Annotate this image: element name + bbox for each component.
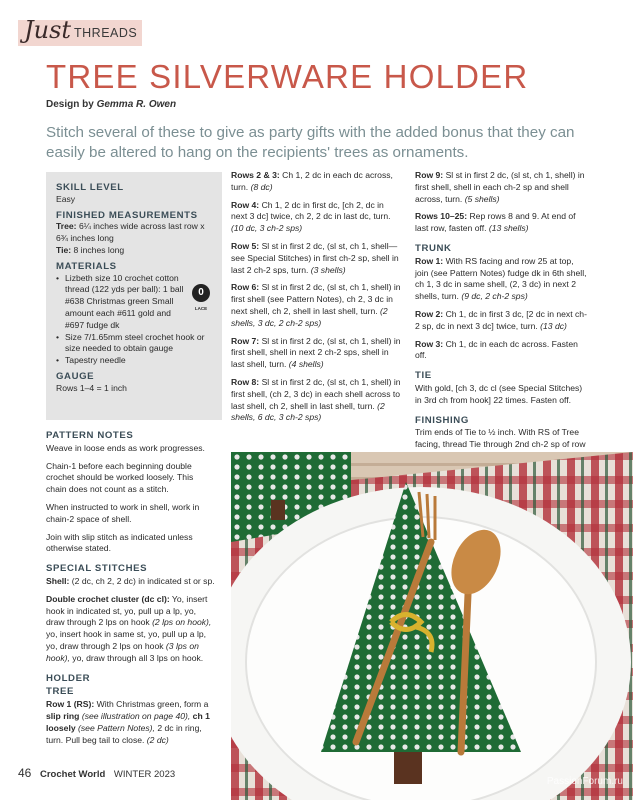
yarn-weight-icon: 0 LACE: [192, 284, 210, 315]
section-tag: [18, 16, 142, 46]
page-number: 46: [18, 766, 32, 780]
tie-instructions: With gold, [ch 3, dc cl (see Special Stitches) in 3rd ch from hook] 22 times. Fasten off.: [415, 382, 583, 405]
byline: [46, 99, 176, 110]
section-script-word: Just: [24, 16, 72, 44]
skill-heading: SKILL LEVEL: [56, 182, 124, 193]
list-item: • Lizbeth size 10 crochet cotton thread (122 yds per ball): 1 ball #638 Christmas green Small amount each #611 gold and #697 fudge dk: [56, 273, 212, 332]
tree-measurement: Tree: 6¼ inches wide across last row x 6¾ inches long: [56, 221, 205, 244]
materials-sidebar: [46, 172, 222, 420]
column-right: [415, 170, 589, 493]
designer-name: Gemma R. Owen: [96, 99, 177, 110]
photo-illustration: [231, 452, 633, 800]
row-1: Row 1 (RS): With Christmas green, form a slip ring (see illustration on page 40), ch 1 loosely (see Pattern Notes), 2 dc in ring, turn. Pull beg tail to close. (2 dc): [46, 699, 210, 745]
list-item: • Tapestry needle: [56, 355, 212, 367]
page-footer: [18, 766, 175, 780]
row-instruction: Row 5: Sl st in first 2 dc, (sl st, ch 1, shell—see Special Stitches) in first ch-2 sp, shell in last 2 ch-2 sps, turn. (3 shells): [231, 240, 399, 275]
materials-heading: MATERIALS: [56, 260, 117, 272]
note: When instructed to work in shell, work in chain-2 space of shell.: [46, 501, 200, 524]
row-9: Row 9: Sl st in first 2 dc, (sl st, ch 1, shell) in first shell, shell in each ch-2 sp and shell across, turn. (5 shells): [415, 170, 585, 204]
column-middle: [231, 170, 401, 430]
finishing-instructions: Trim ends of Tie to ½ inch. With RS of Tree facing, thread Tie through 2nd ch-2 sp of row: [415, 427, 589, 486]
row-instruction: Row 8: Sl st in first 2 dc, (sl st, ch 1, shell) in first shell, (ch 2, 3 dc) in each shell across to last shell, ch 2, shell in last shell, turn. (2 shells, 6 dc, 3 ch-2 sps): [231, 376, 401, 423]
page-title: TREE SILVERWARE HOLDER: [46, 58, 529, 95]
row-instruction: Row 6: Sl st in first 2 dc, (sl st, ch 1, shell) in first shell (see Pattern Notes), ch 2, 3 dc in next shell, ch 2, shell in last shell, turn. (2 shells, 3 dc, 2 ch-2 sps): [231, 282, 401, 328]
gauge-heading: GAUGE: [56, 370, 95, 382]
materials-list: [56, 273, 212, 367]
trunk-row-3: Row 3: Ch 1, dc in each dc across. Fasten off.: [415, 338, 578, 361]
note: Weave in loose ends as work progresses.: [46, 442, 205, 453]
pattern-notes-heading: PATTERN NOTES: [46, 430, 134, 441]
product-photo: [231, 452, 633, 800]
skill-level: Easy: [56, 193, 76, 204]
magazine-name: Crochet World: [40, 769, 106, 780]
note: Chain-1 before each beginning double crochet should be worked loosely. This chain does not count as a stitch.: [46, 460, 194, 495]
row-instruction: Row 7: Sl st in first 2 dc, (sl st, ch 1, shell) in first shell, shell in next 2 ch-2 sps, shell in last shell, turn. (4 shells): [231, 335, 401, 370]
tie-heading: TIE: [415, 370, 432, 382]
measurements-heading: FINISHED MEASUREMENTS: [56, 209, 198, 221]
intro-text: Stitch several of these to give as party gifts with the added bonus that they can easily be altered to hang on the recipients' trees as ornaments.: [46, 124, 575, 161]
trunk-row-2: Row 2: Ch 1, dc in first 3 dc, [2 dc in next ch-2 sp, dc in next 3 dc] twice, turn. (13 dc): [415, 308, 587, 331]
finishing-heading: FINISHING: [415, 414, 469, 426]
trunk-heading: TRUNK: [415, 242, 452, 254]
list-item: • Size 7/1.65mm steel crochet hook or size needed to obtain gauge: [56, 332, 212, 356]
tie-measurement: Tie: 8 inches long: [56, 244, 125, 255]
tree-heading: TREE: [46, 686, 74, 698]
issue-name: WINTER 2023: [113, 769, 176, 780]
shell-definition: Shell: (2 dc, ch 2, 2 dc) in indicated st or sp.: [46, 575, 215, 586]
trunk-row-1: Row 1: With RS facing and row 25 at top, join (see Pattern Notes) fudge dk in 6th shell, ch 1, 3 dc in same shell, (2, 3 dc) in next 2 shells, turn. (9 dc, 2 ch-2 sps): [415, 255, 587, 302]
rows-10-25: Rows 10–25: Rep rows 8 and 9. At end of last row, fasten off. (13 shells): [415, 211, 576, 234]
row-instruction: Row 4: Ch 1, 2 dc in first dc, [ch 2, dc in next 3 dc] twice, ch 2, 2 dc in last dc, turn. (10 dc, 3 ch-2 sps): [231, 199, 391, 234]
dc-cluster-definition: Double crochet cluster (dc cl): Yo, insert hook in indicated st, yo, pull up a lp, yo, draw through 2 lps on hook (2 lps on hook), yo, insert hook in same st, yo, pull up a lp, yo, draw through 2 lps on hook (3 lps on hook), yo, draw through all 3 lps on hook.: [46, 593, 212, 663]
watermark: PassionForum.ru: [546, 776, 623, 787]
note: Join with slip stitch as indicated unless otherwise stated.: [46, 531, 193, 554]
special-stitches-heading: SPECIAL STITCHES: [46, 563, 148, 575]
section-name: THREADS: [74, 26, 138, 40]
holder-heading: HOLDER: [46, 672, 91, 684]
column-left: [46, 430, 216, 752]
row-instruction: Rows 2 & 3: Ch 1, 2 dc in each dc across, turn. (8 dc): [231, 170, 393, 192]
byline-prefix: Design by: [46, 99, 94, 110]
gauge-text: Rows 1–4 = 1 inch: [56, 382, 127, 393]
